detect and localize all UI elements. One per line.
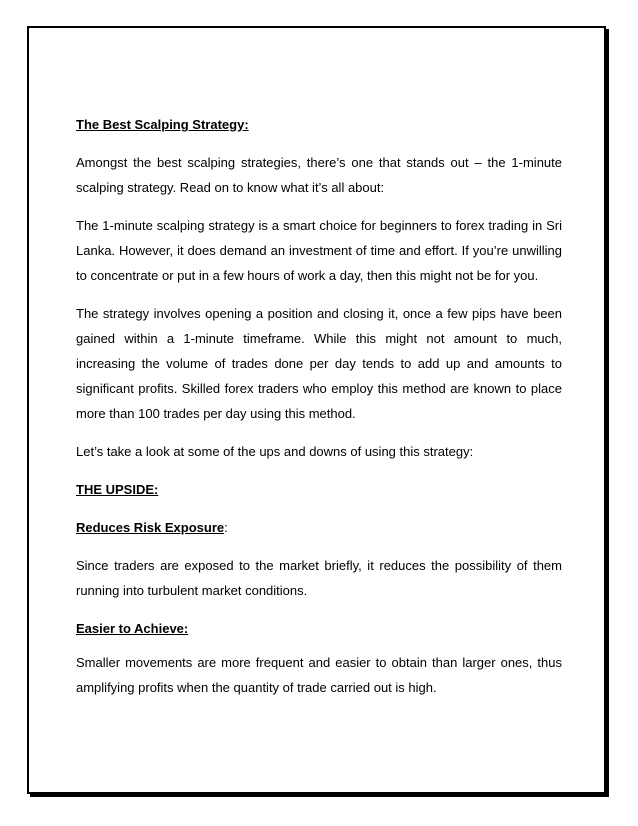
upside-heading: THE UPSIDE: [76, 482, 159, 497]
section-risk-body: Since traders are exposed to the market briefly, it reduces the possibility of them running into turbulent market conditions. [76, 558, 562, 598]
section-risk-heading-colon: : [224, 520, 228, 535]
paragraph-beginners: The 1-minute scalping strategy is a smart choice for beginners to forex trading in Sri Lanka. However, it does demand an investment of time and effort. If you’re unwilling to concentrate or put in a few hours of work a day, then this might not be for you. [76, 218, 562, 283]
document-title: The Best Scalping Strategy: [76, 117, 249, 132]
document-body [76, 112, 562, 713]
section-easier-heading: Easier to Achieve: [76, 621, 189, 636]
section-risk-heading [76, 515, 562, 540]
section-easier-body: Smaller movements are more frequent and easier to obtain than larger ones, thus amplifying profits when the quantity of trade carried out is high. [76, 655, 562, 695]
paragraph-ups-downs: Let’s take a look at some of the ups and downs of using this strategy: [76, 444, 474, 459]
paragraph-intro: Amongst the best scalping strategies, there’s one that stands out – the 1-minute scalping strategy. Read on to know what it’s all about: [76, 155, 562, 195]
paragraph-strategy: The strategy involves opening a position and closing it, once a few pips have been gained within a 1-minute timeframe. While this might not amount to much, increasing the volume of trades done per day tends to add up and amounts to significant profits. Skilled forex traders who employ this method are known to place more than 100 trades per day using this method. [76, 306, 562, 421]
section-risk-heading-text: Reduces Risk Exposure [76, 520, 225, 535]
